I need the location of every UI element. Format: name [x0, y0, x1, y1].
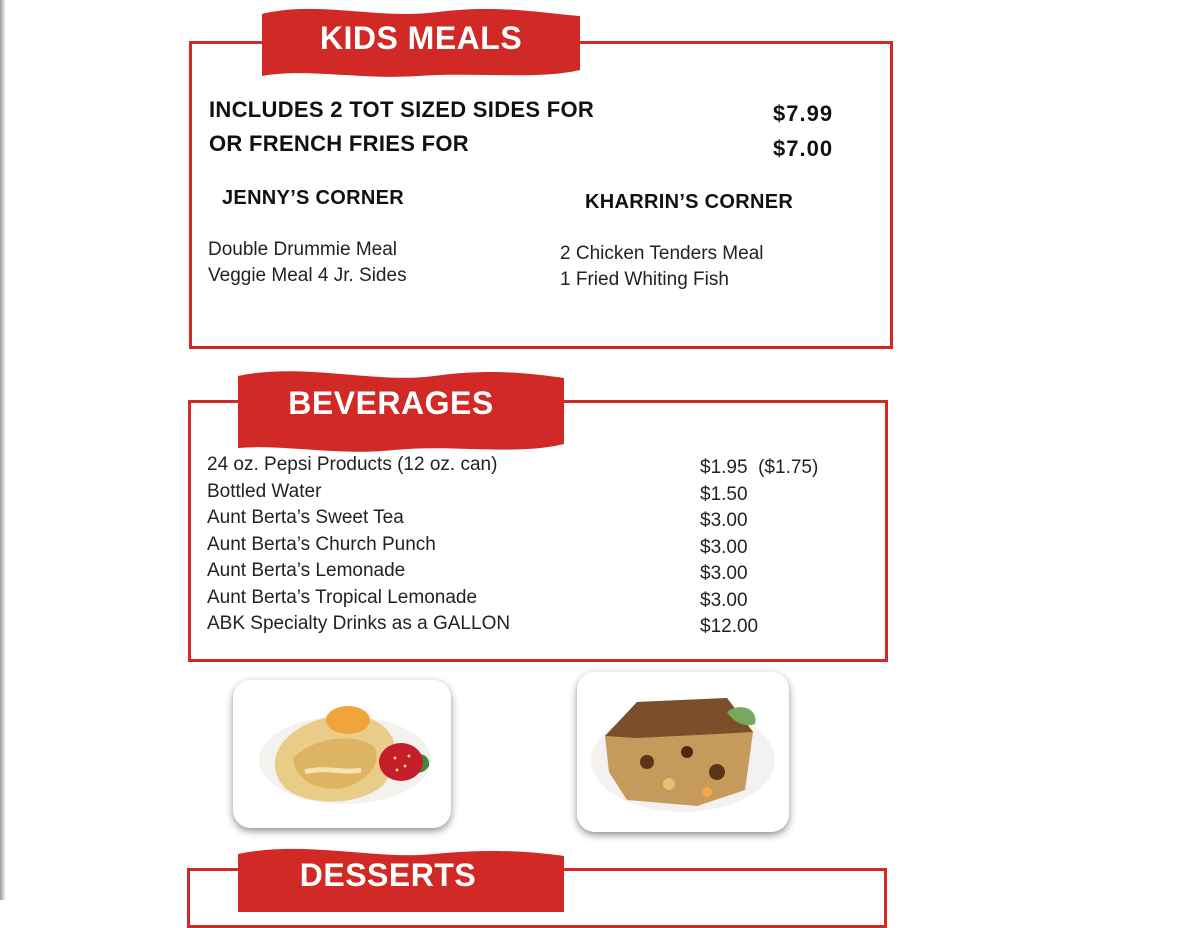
kids-meals-banner — [258, 2, 584, 82]
kids-meals-heading: KIDS MEALS — [319, 20, 523, 56]
bread-pudding-photo — [577, 672, 789, 832]
fries-line: OR FRENCH FRIES FOR — [209, 131, 469, 156]
kharrins-corner-item: 1 Fried Whiting Fish — [560, 269, 729, 290]
beverages-banner — [234, 364, 568, 454]
beverage-name: Bottled Water — [207, 480, 322, 502]
beverage-name: Aunt Berta’s Lemonade — [207, 560, 406, 581]
beverage-price: $3.00 — [700, 510, 748, 531]
beverage-name: Aunt Berta’s Tropical Lemonade — [207, 586, 478, 608]
beverage-price: $3.00 — [700, 589, 748, 611]
beverage-price: $12.00 — [700, 616, 759, 637]
beverage-name: Aunt Berta’s Church Punch — [207, 533, 436, 555]
beverages-heading: BEVERAGES — [288, 385, 494, 421]
desserts-heading: DESSERTS — [299, 857, 477, 893]
jennys-corner-item: Double Drummie Meal — [208, 239, 398, 260]
includes-line: INCLUDES 2 TOT SIZED SIDES FOR — [209, 97, 595, 122]
kharrins-corner-title: KHARRIN’S CORNER — [585, 191, 794, 213]
desserts-banner — [234, 842, 568, 912]
beverage-name: 24 oz. Pepsi Products (12 oz. can) — [207, 454, 498, 475]
beverage-prices — [700, 455, 860, 641]
peach-cobbler-photo — [233, 680, 451, 828]
includes-price: $7.99 — [773, 101, 834, 126]
page-edge — [0, 0, 6, 900]
beverage-price: $3.00 — [700, 536, 748, 558]
beverage-price: $1.50 — [700, 483, 748, 505]
beverage-name: Aunt Berta’s Sweet Tea — [207, 507, 404, 528]
kharrins-corner-item: 2 Chicken Tenders Meal — [560, 243, 764, 264]
beverage-price: $3.00 — [700, 563, 748, 584]
beverage-price: $1.95 ($1.75) — [700, 457, 819, 478]
beverage-name: ABK Specialty Drinks as a GALLON — [207, 613, 511, 634]
jennys-corner-title: JENNY’S CORNER — [222, 187, 405, 209]
fries-price: $7.00 — [773, 136, 834, 161]
jennys-corner-item: Veggie Meal 4 Jr. Sides — [208, 265, 407, 286]
